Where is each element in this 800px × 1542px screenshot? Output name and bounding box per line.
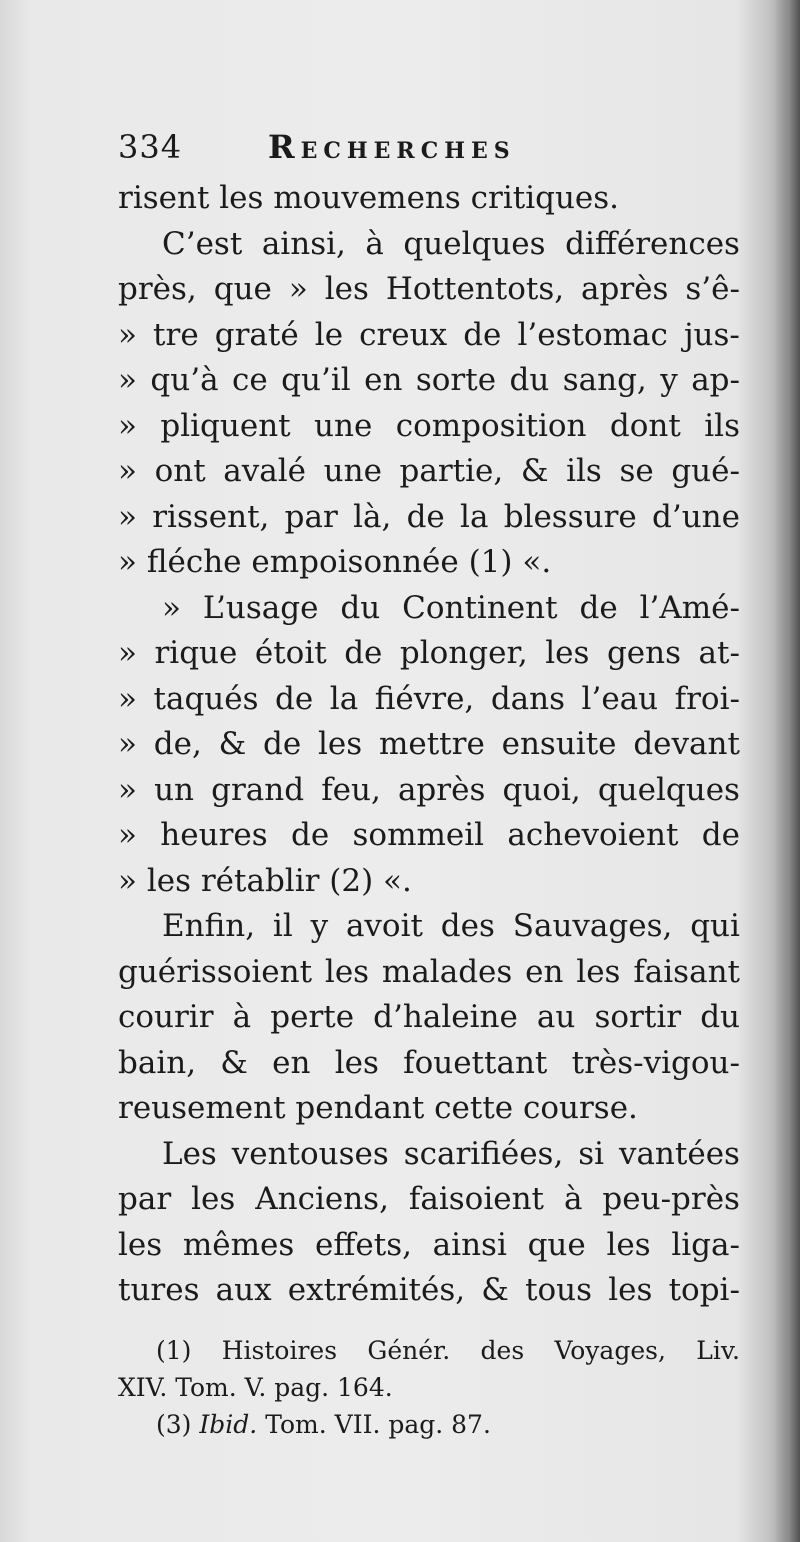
word: près,: [118, 271, 197, 307]
word: »: [288, 271, 308, 307]
text-line: [118, 449, 740, 495]
word: l’Amé-: [639, 589, 740, 626]
word: s’ê-: [685, 271, 740, 307]
text-line: [118, 1132, 740, 1178]
word: quelques: [597, 771, 740, 808]
word: feu,: [321, 771, 381, 808]
word: de: [344, 635, 383, 671]
word: il: [272, 908, 293, 944]
word: heures: [160, 817, 268, 853]
word: après: [581, 271, 669, 307]
word: partie,: [399, 453, 504, 489]
word: gens: [606, 635, 682, 671]
word: avoit: [345, 908, 423, 944]
word: »: [118, 453, 137, 489]
word: &: [218, 726, 247, 762]
word: du: [340, 589, 381, 626]
word: que: [213, 271, 272, 307]
word: Anciens,: [255, 1181, 389, 1217]
word: »: [118, 498, 137, 535]
word: jus-: [683, 316, 740, 353]
text-line: [118, 950, 740, 996]
word: »: [118, 316, 137, 353]
word: qu’à: [150, 362, 219, 398]
word: sommeil: [352, 817, 485, 853]
page-number: 334: [118, 128, 183, 166]
word: Enfin,: [162, 908, 256, 944]
text-line: risent les mouvemens critiques.: [118, 180, 620, 216]
word: les: [576, 953, 621, 990]
word: les: [118, 1226, 163, 1263]
word: à: [365, 225, 384, 262]
page-content: [118, 128, 740, 1443]
word: bain,: [118, 1044, 197, 1081]
word: at-: [698, 635, 740, 671]
word: de,: [153, 726, 202, 762]
word: topi-: [668, 1272, 740, 1308]
word: à: [232, 999, 252, 1035]
word: Liv.: [696, 1335, 740, 1365]
word: qu’il: [281, 362, 351, 398]
word: mettre: [378, 726, 485, 762]
word: »: [118, 726, 137, 762]
word: plonger,: [399, 635, 528, 671]
word: ont: [154, 453, 206, 489]
word: achevoient: [507, 817, 679, 853]
word: par: [118, 1181, 172, 1217]
word: avalé: [223, 453, 307, 489]
word: peu-près: [602, 1181, 740, 1217]
word: quoi,: [502, 771, 581, 808]
word: courir: [118, 999, 214, 1035]
word: les: [191, 1181, 236, 1217]
word: rissent,: [152, 498, 270, 535]
word: du: [509, 362, 550, 398]
word: guérissoient: [118, 953, 313, 990]
word: des: [440, 908, 495, 944]
word: que: [527, 1226, 586, 1263]
word: faisant: [633, 953, 740, 990]
word: »: [118, 635, 137, 671]
word: gué-: [671, 453, 740, 489]
word: ventouses: [231, 1135, 389, 1172]
word: les: [324, 953, 370, 990]
word: l’eau: [581, 680, 659, 717]
word: sortir: [594, 999, 682, 1035]
word: de: [579, 589, 618, 626]
word: là,: [353, 498, 392, 535]
word: de: [290, 817, 330, 853]
word: mêmes: [182, 1226, 295, 1263]
word: en: [364, 362, 403, 398]
text-line: [118, 1041, 740, 1087]
body-text: [118, 176, 740, 1314]
word: pliquent: [160, 407, 291, 444]
text-line: [118, 1177, 740, 1223]
word: grand: [211, 771, 305, 808]
word: de: [463, 316, 502, 353]
word: »: [118, 817, 137, 853]
text-line: » fléche empoisonnée (1) «.: [118, 544, 552, 580]
word: ils: [704, 407, 740, 444]
footnote-2: [118, 1406, 740, 1443]
word: très-vigou-: [571, 1044, 740, 1081]
word: les: [334, 1044, 379, 1081]
word: Voyages,: [554, 1335, 666, 1365]
word: »: [118, 407, 137, 444]
word: creux: [359, 316, 448, 353]
word: &: [481, 1272, 509, 1308]
word: perte: [270, 999, 355, 1035]
word: les: [318, 726, 363, 762]
word: y: [660, 362, 678, 398]
word: à: [563, 1181, 583, 1217]
word: faisoient: [408, 1181, 545, 1217]
word: la: [460, 498, 489, 535]
word: effets,: [315, 1226, 412, 1263]
word: d’haleine: [373, 999, 518, 1035]
word: tures: [118, 1272, 200, 1308]
text-line: [118, 995, 740, 1041]
word: tre: [153, 316, 199, 353]
word: devant: [633, 726, 740, 762]
text-line: [118, 722, 740, 768]
text-line: [118, 267, 740, 313]
word: de: [275, 680, 314, 717]
word: dont: [609, 407, 681, 444]
text-line: [118, 358, 740, 404]
word: (1): [156, 1335, 192, 1365]
word: extrémités,: [287, 1272, 466, 1308]
word: Histoires: [221, 1335, 338, 1365]
text-line: » les rétablir (2) «.: [118, 862, 412, 899]
word: sorte: [415, 362, 497, 398]
text-line: [118, 313, 740, 359]
text-line: [118, 404, 740, 450]
word: au: [536, 999, 576, 1035]
word: C’est: [162, 225, 243, 262]
word: tous: [525, 1272, 593, 1308]
word: froi-: [674, 680, 740, 717]
word: &: [220, 1044, 248, 1081]
footnote-separator: [118, 1314, 740, 1332]
word: qui: [690, 908, 740, 944]
word: malades: [381, 953, 513, 990]
word: de: [701, 817, 740, 853]
text-line: [118, 495, 740, 541]
word: une: [323, 453, 382, 489]
word: sang,: [562, 362, 647, 398]
word: ainsi,: [261, 225, 346, 262]
text-line: [118, 631, 740, 677]
word: après: [397, 771, 486, 808]
page-gutter-shadow: [774, 0, 800, 1542]
word: &: [520, 453, 549, 489]
word: rique: [154, 635, 238, 671]
word: en: [272, 1044, 311, 1081]
word: le: [314, 316, 344, 353]
word: liga-: [671, 1226, 740, 1263]
word: quelques: [403, 225, 546, 262]
footnote-2-ibid: Ibid.: [199, 1409, 258, 1439]
word: »: [118, 771, 137, 808]
word: blessure: [503, 498, 637, 535]
word: en: [525, 953, 564, 990]
running-head: Recherches: [268, 128, 516, 166]
word: un: [154, 771, 195, 808]
word: composition: [395, 407, 587, 444]
footnotes: [118, 1332, 740, 1443]
word: des: [480, 1335, 525, 1365]
word: les: [606, 1226, 651, 1263]
word: fouettant: [403, 1044, 548, 1081]
word: de: [406, 498, 445, 535]
word: de: [263, 726, 302, 762]
text-line: [118, 904, 740, 950]
text-line: [118, 813, 740, 859]
word: Continent: [402, 589, 558, 626]
footnote-2-reference: Tom. VII. pag. 87.: [265, 1409, 491, 1439]
word: taqués: [153, 680, 259, 717]
word: graté: [214, 316, 299, 353]
text-line: [118, 1223, 740, 1269]
word: si: [578, 1135, 605, 1172]
word: »: [118, 680, 137, 717]
word: »: [118, 362, 137, 398]
word: L’usage: [202, 589, 319, 626]
footnote-1-line-2: XIV. Tom. V. pag. 164.: [118, 1372, 393, 1402]
word: ap-: [691, 362, 740, 398]
word: les: [324, 271, 369, 307]
word: se: [619, 453, 654, 489]
word: différences: [565, 225, 740, 262]
word: par: [284, 498, 338, 535]
word: ce: [232, 362, 268, 398]
word: ainsi: [432, 1226, 507, 1263]
word: Sauvages,: [512, 908, 673, 944]
word: fiévre,: [374, 680, 475, 717]
word: les: [545, 635, 590, 671]
footnote-2-mark: (3): [156, 1409, 192, 1439]
word: la: [329, 680, 359, 717]
page-header: [118, 128, 740, 176]
word: Hottentots,: [385, 271, 565, 307]
footnote-1-line-1: [118, 1332, 740, 1369]
word: dans: [490, 680, 566, 717]
text-line: [118, 768, 740, 814]
word: Les: [162, 1135, 217, 1172]
text-line: reusement pendant cette course.: [118, 1090, 638, 1126]
text-line: [118, 1268, 740, 1314]
text-line: [118, 222, 740, 268]
word: scarifiées,: [403, 1135, 564, 1172]
text-line: [118, 586, 740, 632]
word: une: [314, 407, 373, 444]
word: Génér.: [367, 1335, 451, 1365]
word: »: [162, 589, 181, 626]
word: ensuite: [501, 726, 617, 762]
word: aux: [215, 1272, 272, 1308]
word: les: [608, 1272, 653, 1308]
word: étoit: [254, 635, 327, 671]
word: d’une: [652, 498, 740, 535]
word: vantées: [618, 1135, 740, 1172]
word: l’estomac: [517, 316, 668, 353]
word: du: [700, 999, 740, 1035]
word: ils: [566, 453, 602, 489]
text-line: [118, 677, 740, 723]
word: y: [310, 908, 329, 944]
